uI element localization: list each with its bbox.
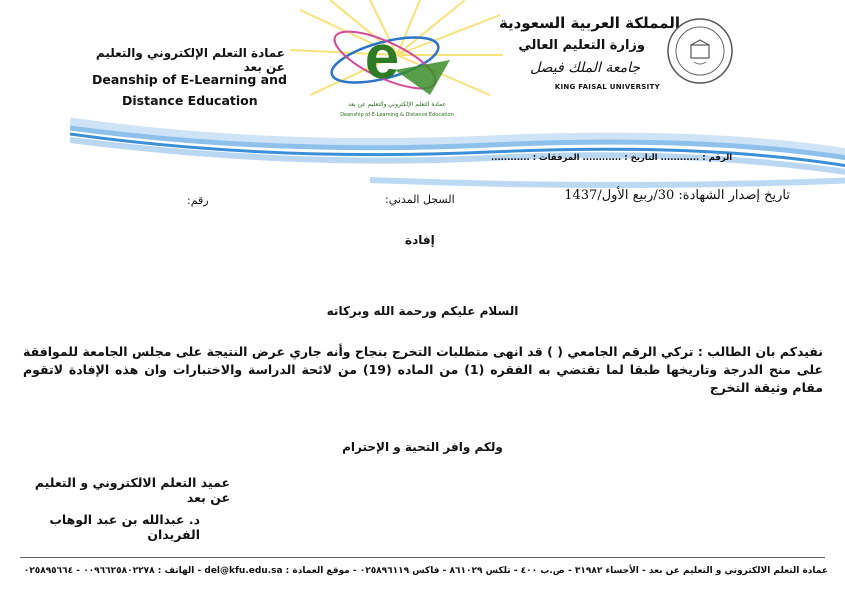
ministry-title: وزارة التعليم العالي (518, 38, 645, 53)
civil-registry-label: السجل المدني: (385, 193, 455, 206)
certificate-paragraph: نفيدكم بان الطالب : تركي الرقم الجامعي ( ) قد انهى متطلبات التخرج بنجاح وأنه جاري عرض النتيجة على مجلس الجامعة للموافقة على منح الدرجة وتاريخها طبقا لما تقتضي به الفقره (1) من الماده (19) من لائحة الدراسة والاختبارات وان هذه الإفادة لاتقوم مقام وثيقة التخرج (23, 344, 823, 395)
number-label: رقم: (187, 194, 209, 207)
university-country-title: المملكة العربية السعودية (498, 14, 680, 32)
university-calligraphy: جامعة الملك فيصل (530, 60, 640, 76)
salutation: السلام عليكم ورحمة الله وبركاته (326, 304, 519, 318)
logo-caption-en: Deanship of E-Learning & Distance Education (340, 112, 454, 118)
reference-line: الرقم : ............ التاريخ : ............ المرفقات : ............ (491, 153, 733, 163)
deanship-arabic-title: عمادة التعلم الإلكتروني والتعليم عن بعد (95, 46, 285, 74)
svg-text:e: e (364, 23, 400, 92)
deanship-english-line2: Distance Education (122, 93, 258, 108)
document-title: إفادة (405, 233, 435, 247)
logo-caption-ar: عمادة التعلم الإلكتروني والتعليم عن بعد (347, 101, 447, 108)
closing-greeting: ولكم وافر التحية و الإحترام (342, 440, 503, 454)
signatory-name: د. عبدالله بن عبد الوهاب الفريدان (49, 512, 200, 542)
footer-divider (20, 557, 825, 558)
university-english-name: KING FAISAL UNIVERSITY (554, 83, 660, 91)
signatory-title: عميد التعلم الالكتروني و التعليم عن بعد (34, 475, 230, 505)
footer-contact: عمادة التعلم الالكتروني و التعليم عن بعد - الأحساء ٣١٩٨٢ - ص.ب ٤٠٠ - تلكس ٨٦١٠٢٩ - فاكس ٠٢٥٨٩٦١١٩ - موقع العمادة : del@kfu.edu.sa - الهاتف : ٠٠٩٦٦٢٥٨٠٢٢٧٨ - ٠٢٥٨٩٥٦٦٤ (23, 566, 828, 576)
decorative-waves (70, 110, 845, 190)
issue-date: تاريخ إصدار الشهادة: 30/ربيع الأول/1437 (564, 188, 790, 203)
deanship-english-line1: Deanship of E-Learning and (92, 72, 287, 87)
university-seal-icon (665, 16, 735, 86)
